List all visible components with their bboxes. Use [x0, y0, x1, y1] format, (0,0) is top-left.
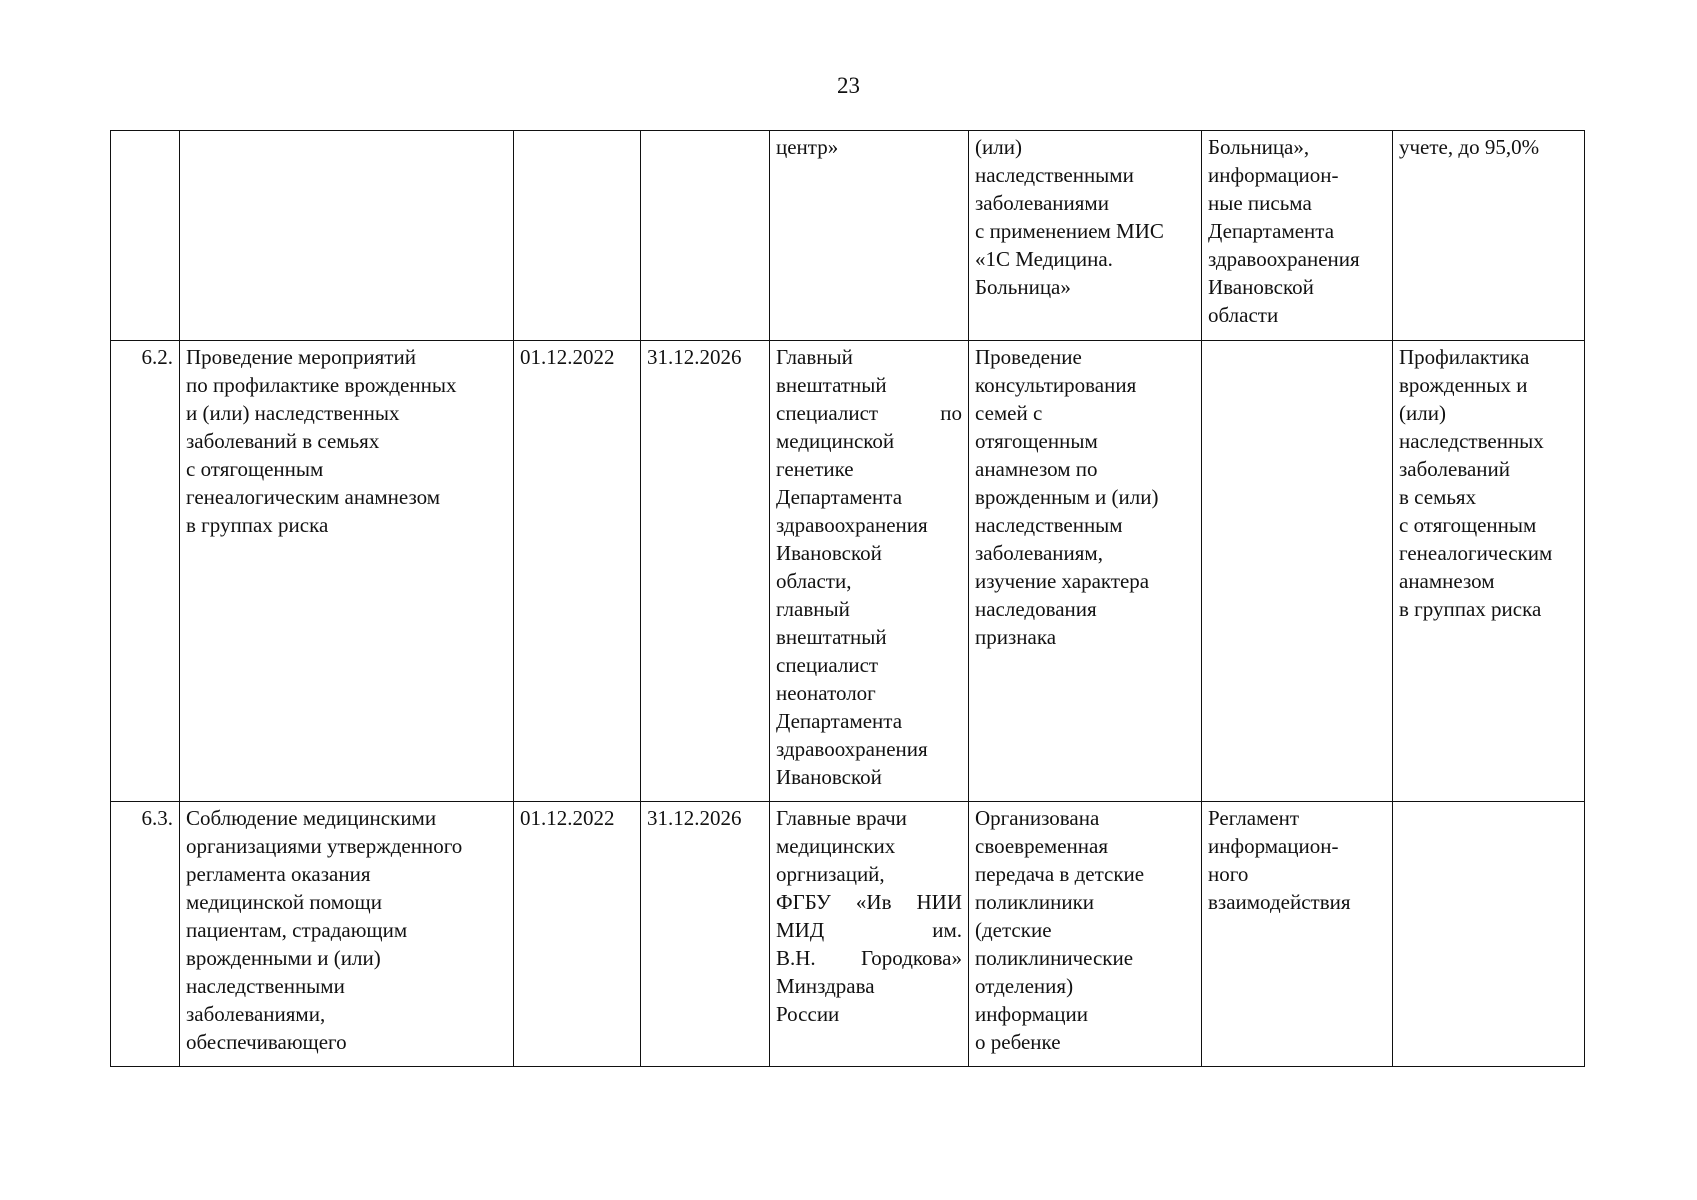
- responsible-cell: [770, 341, 969, 802]
- responsible-line: специалист по: [776, 401, 962, 425]
- responsible-line: медицинских: [776, 834, 896, 858]
- event-cell: Проведение мероприятий по профилактике врожденных и (или) наследственных заболеваний в семьях с отягощенным генеалогическим анамнезом в группах риска: [180, 341, 514, 802]
- table-row: [111, 341, 1585, 802]
- table-row: [111, 802, 1585, 1067]
- end-date-cell: 31.12.2026: [641, 802, 770, 1067]
- item-number-cell: [111, 131, 180, 341]
- responsible-line: Ивановской: [776, 541, 882, 565]
- plan-table: [110, 130, 1585, 1067]
- responsible-line: внештатный: [776, 625, 887, 649]
- event-cell: Соблюдение медицинскими организациями утвержденного регламента оказания медицинской помощи пациентам, страдающим врожденными и (или) наследственными заболеваниями, обеспечивающего: [180, 802, 514, 1067]
- start-date-cell: [514, 131, 641, 341]
- responsible-line: Ивановской: [776, 765, 882, 789]
- responsible-line: генетике: [776, 457, 854, 481]
- item-number-cell: 6.2.: [111, 341, 180, 802]
- indicator-cell: учете, до 95,0%: [1393, 131, 1585, 341]
- responsible-line: Департамента: [776, 709, 903, 733]
- indicator-cell: Профилактика врожденных и (или) наследственных заболеваний в семьях с отягощенным генеалогическим анамнезом в группах риска: [1393, 341, 1585, 802]
- document-cell: Больница», информацион- ные письма Департамента здравоохранения Ивановской области: [1202, 131, 1393, 341]
- responsible-line: главный: [776, 597, 850, 621]
- responsible-line: В.Н. Городкова»: [776, 946, 962, 970]
- item-number-cell: 6.3.: [111, 802, 180, 1067]
- responsible-line: специалист: [776, 653, 879, 677]
- responsible-line: Департамента: [776, 485, 903, 509]
- responsible-line: внештатный: [776, 373, 887, 397]
- responsible-line: области,: [776, 569, 852, 593]
- result-cell: Проведение консультирования семей с отягощенным анамнезом по врожденным и (или) наследственным заболеваниям, изучение характера наследования признака: [969, 341, 1202, 802]
- responsible-cell: [770, 802, 969, 1067]
- responsible-line: России: [776, 1002, 840, 1026]
- document-cell: Регламент информацион- ного взаимодействия: [1202, 802, 1393, 1067]
- indicator-cell: [1393, 802, 1585, 1067]
- responsible-line: медицинской: [776, 429, 895, 453]
- table-row: [111, 131, 1585, 341]
- start-date-cell: 01.12.2022: [514, 802, 641, 1067]
- document-cell: [1202, 341, 1393, 802]
- start-date-cell: 01.12.2022: [514, 341, 641, 802]
- result-cell: Организована своевременная передача в детские поликлиники (детские поликлинические отделения) информации о ребенке: [969, 802, 1202, 1067]
- page-number: 23: [837, 73, 860, 98]
- event-cell: [180, 131, 514, 341]
- responsible-line: МИД им.: [776, 918, 962, 942]
- responsible-line: Минздрава: [776, 974, 875, 998]
- end-date-cell: [641, 131, 770, 341]
- end-date-cell: 31.12.2026: [641, 341, 770, 802]
- responsible-line: здравоохранения: [776, 513, 928, 537]
- responsible-line: Главный: [776, 345, 853, 369]
- responsible-line: оргнизаций,: [776, 862, 885, 886]
- result-cell: (или) наследственными заболеваниями с применением МИС «1С Медицина. Больница»: [969, 131, 1202, 341]
- responsible-line: здравоохранения: [776, 737, 928, 761]
- responsible-line: Главные врачи: [776, 806, 907, 830]
- responsible-line: неонатолог: [776, 681, 876, 705]
- responsible-line: ФГБУ «Ив НИИ: [776, 890, 962, 914]
- responsible-cell: центр»: [770, 131, 969, 341]
